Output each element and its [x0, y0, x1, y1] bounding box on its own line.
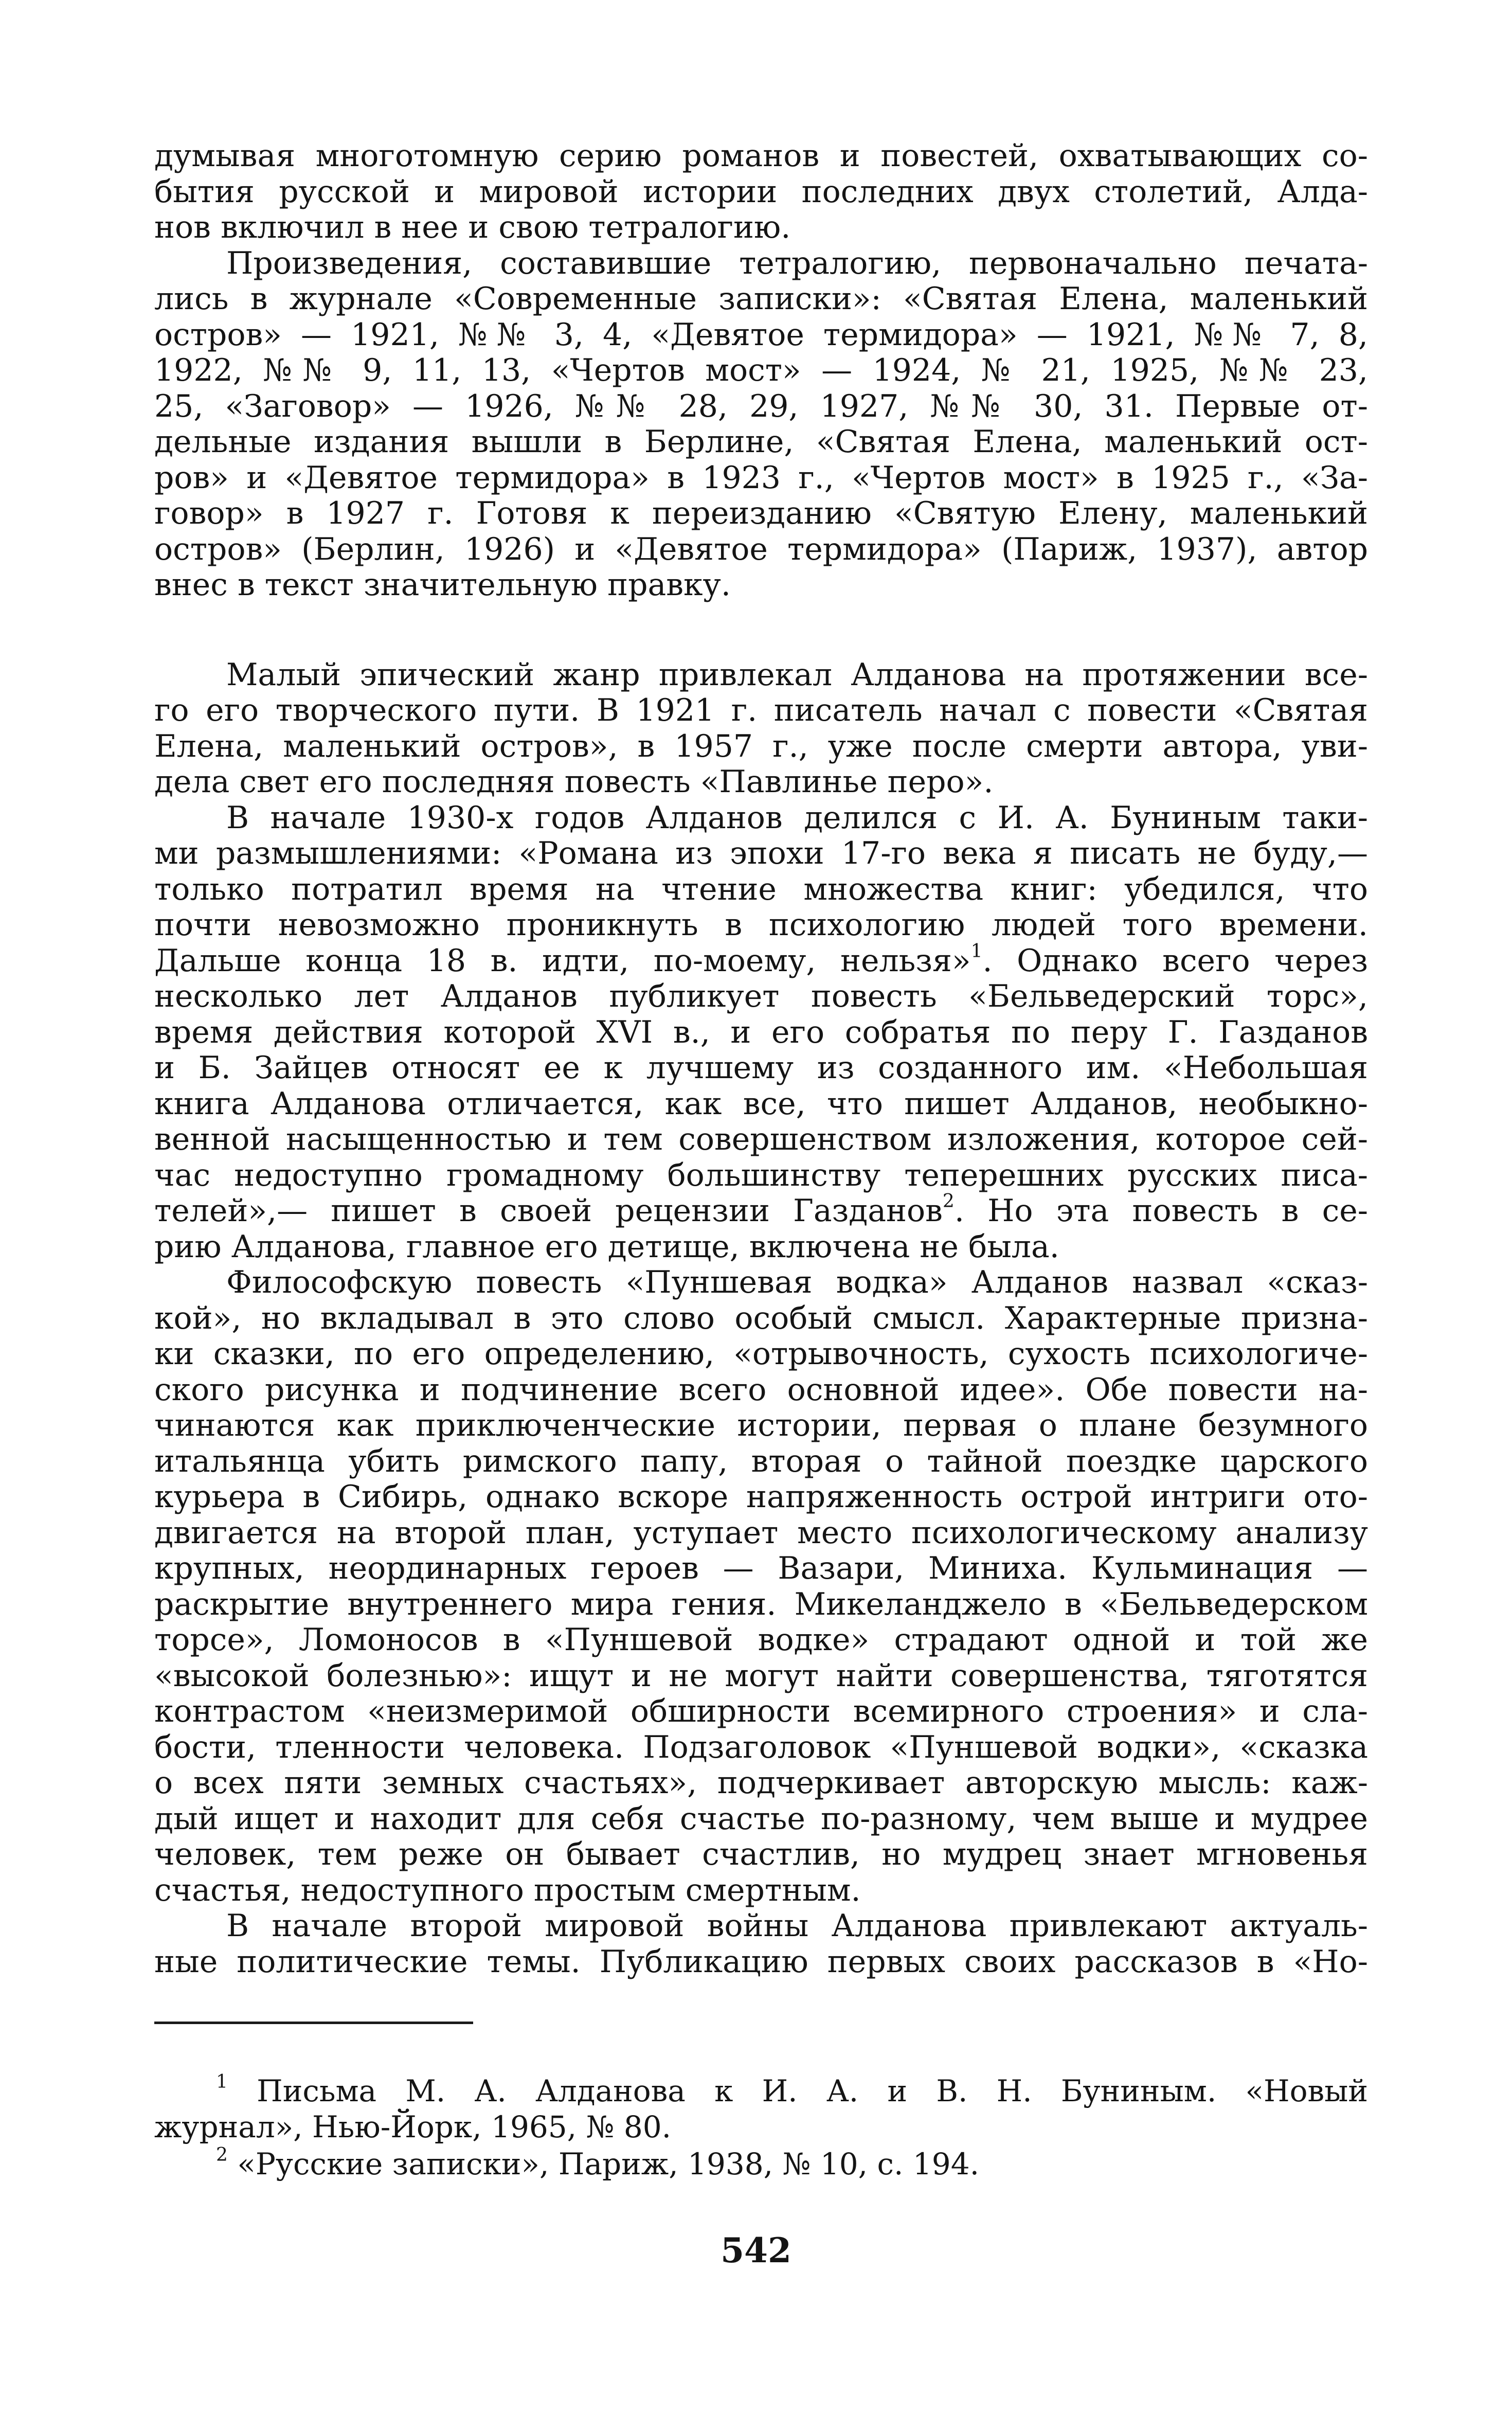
text-line: несколько лет Алданов публикует повесть «Бельведерский торс»,: [154, 978, 1368, 1014]
text-line: торсе», Ломоносов в «Пуншевой водке» страдают одной и той же: [154, 1622, 1368, 1658]
text-line: остров» — 1921, №№ 3, 4, «Девятое термидора» — 1921, №№ 7, 8,: [154, 317, 1368, 353]
text-line: книга Алданова отличается, как все, что пишет Алданов, необыкно-: [154, 1086, 1368, 1122]
text-line: счастья, недоступного простым смертным.: [154, 1872, 861, 1908]
text-line: курьера в Сибирь, однако вскоре напряженность острой интриги ото-: [154, 1479, 1368, 1515]
text-line: человек, тем реже он бывает счастлив, но мудрец знает мгновенья: [154, 1836, 1368, 1872]
text-line: 25, «Заговор» — 1926, №№ 28, 29, 1927, №№ 30, 31. Первые от-: [154, 388, 1368, 424]
text-line: «высокой болезнью»: ищут и не могут найти совершенства, тяготятся: [154, 1658, 1368, 1694]
text-line: 1922, №№ 9, 11, 13, «Чертов мост» — 1924, № 21, 1925, №№ 23,: [154, 352, 1368, 388]
text-line: го его творческого пути. В 1921 г. писатель начал с повести «Святая: [154, 692, 1368, 728]
footnote-text: Письма М. А. Алданова к И. А. и В. Н. Буниным. «Новый: [257, 2073, 1368, 2108]
text-line: бости, тленности человека. Подзаголовок «Пуншевой водки», «сказка: [154, 1729, 1368, 1765]
text-line: В начале 1930-х годов Алданов делился с И. А. Буниным таки-: [226, 800, 1368, 836]
text-line: думывая многотомную серию романов и повестей, охватывающих со-: [154, 138, 1368, 174]
footnote-text: «Русские записки», Париж, 1938, № 10, с. 194.: [237, 2147, 980, 2181]
text-line: ров» и «Девятое термидора» в 1923 г., «Чертов мост» в 1925 г., «За-: [154, 460, 1368, 496]
text-line: чинаются как приключенческие истории, первая о плане безумного: [154, 1407, 1368, 1443]
text-segment: . Но эта повесть в се-: [954, 1193, 1368, 1229]
text-line: о всех пяти земных счастьях», подчеркивает авторскую мысль: каж-: [154, 1765, 1368, 1801]
text-line: Малый эпический жанр привлекал Алданова на протяжении все-: [226, 657, 1368, 693]
text-line: Елена, маленький остров», в 1957 г., уже после смерти автора, уви-: [154, 728, 1368, 764]
text-segment: Дальше конца 18 в. идти, по-моему, нельзя»: [154, 943, 971, 979]
footnote-text: журнал», Нью-Йорк, 1965, № 80.: [154, 2109, 672, 2144]
footnote-line: [154, 2109, 1368, 2145]
footnote-mark: 2: [216, 2144, 228, 2166]
text-line: контрастом «неизмеримой обширности всемирного строения» и сла-: [154, 1693, 1368, 1729]
text-line: бытия русской и мировой истории последних двух столетий, Алда-: [154, 174, 1368, 210]
text-line: лись в журнале «Современные записки»: «Святая Елена, маленький: [154, 281, 1368, 317]
text-line: итальянца убить римского папу, вторая о тайной поездке царского: [154, 1443, 1368, 1479]
text-line: дый ищет и находит для себя счастье по-разному, чем выше и мудрее: [154, 1801, 1368, 1837]
footnote-mark: 1: [216, 2071, 228, 2093]
text-line: ского рисунка и подчинение всего основной идее». Обе повести на-: [154, 1372, 1368, 1408]
text-line: внес в текст значительную правку.: [154, 567, 731, 603]
page-number: 542: [721, 2230, 791, 2270]
footnote-line: [216, 2073, 1368, 2109]
text-line: ки сказки, по его определению, «отрывочность, сухость психологиче-: [154, 1336, 1368, 1372]
footnote-separator: [154, 2022, 473, 2024]
text-line: время действия которой XVI в., и его собратья по перу Г. Газданов: [154, 1014, 1368, 1050]
text-line: венной насыщенностью и тем совершенством изложения, которое сей-: [154, 1121, 1368, 1157]
text-line: ные политические темы. Публикацию первых своих рассказов в «Но-: [154, 1944, 1368, 1980]
text-line: Произведения, составившие тетралогию, первоначально печата-: [226, 245, 1368, 281]
text-line: кой», но вкладывал в это слово особый смысл. Характерные призна-: [154, 1300, 1368, 1336]
text-segment: . Однако всего через: [982, 943, 1368, 979]
text-line: дела свет его последняя повесть «Павлинье перо».: [154, 764, 994, 800]
text-line: двигается на второй план, уступает место психологическому анализу: [154, 1515, 1368, 1551]
text-line: только потратил время на чтение множества книг: убедился, что: [154, 871, 1368, 907]
text-segment: телей»,— пишет в своей рецензии Газданов: [154, 1193, 943, 1229]
text-line: рию Алданова, главное его детище, включена не была.: [154, 1229, 1059, 1265]
footnote-reference: 2: [942, 1191, 955, 1212]
text-line: В начале второй мировой войны Алданова привлекают актуаль-: [226, 1908, 1368, 1944]
text-line: Философскую повесть «Пуншевая водка» Алданов назвал «сказ-: [226, 1264, 1368, 1300]
text-line: говор» в 1927 г. Готовя к переизданию «Святую Елену, маленький: [154, 495, 1368, 531]
text-line-with-note: [154, 1193, 1368, 1229]
text-line: ми размышлениями: «Романа из эпохи 17-го века я писать не буду,—: [154, 835, 1368, 871]
text-line: почти невозможно проникнуть в психологию людей того времени.: [154, 907, 1368, 943]
text-line: час недоступно громадному большинству теперешних русских писа-: [154, 1157, 1368, 1193]
footnote-line: [216, 2146, 1368, 2182]
text-line: раскрытие внутреннего мира гения. Микеланджело в «Бельведерском: [154, 1586, 1368, 1622]
text-line: остров» (Берлин, 1926) и «Девятое термидора» (Париж, 1937), автор: [154, 531, 1368, 567]
text-line: и Б. Зайцев относят ее к лучшему из созданного им. «Небольшая: [154, 1050, 1368, 1086]
text-line: крупных, неординарных героев — Вазари, Миниха. Кульминация —: [154, 1550, 1368, 1586]
footnote-reference: 1: [970, 941, 983, 962]
text-line: нов включил в нее и свою тетралогию.: [154, 209, 791, 245]
text-line-with-note: [154, 943, 1368, 979]
text-line: дельные издания вышли в Берлине, «Святая Елена, маленький ост-: [154, 424, 1368, 460]
